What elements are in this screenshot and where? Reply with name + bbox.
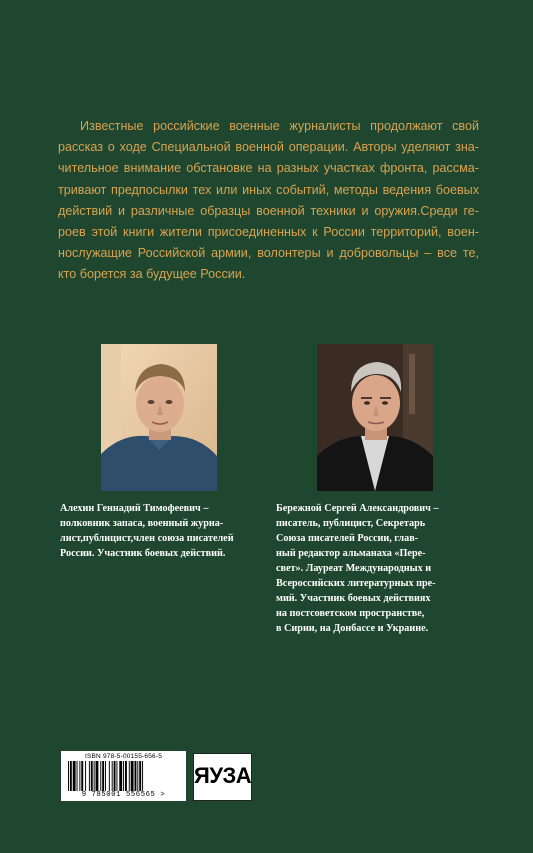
- barcode-bar: [123, 761, 124, 791]
- author-bio-alekhin: [60, 501, 268, 561]
- bio-line: лист,публицист,член союза писателей: [60, 533, 234, 544]
- bio-line: полковник запаса, военный журна-: [60, 518, 224, 529]
- barcode-bar: [129, 761, 130, 791]
- barcode-bar: [135, 761, 137, 791]
- barcode-bar: [114, 761, 116, 791]
- barcode-bar: [139, 761, 141, 791]
- barcode-bars: [66, 761, 181, 791]
- barcode-bar: [119, 761, 122, 791]
- barcode-bar: [85, 761, 86, 791]
- barcode-bar: [109, 761, 110, 791]
- barcode-digits: 9 785001 556565 >: [81, 791, 166, 799]
- barcode-bar: [112, 761, 113, 791]
- description-line: роев этой книги жители присоединенных к России территорий, воен-: [58, 225, 479, 240]
- author-portrait-image: [317, 344, 433, 491]
- description-line: нослужащие Российской армии, волонтеры и добровольцы – все те,: [58, 246, 479, 261]
- author-bio-berezhnoy: [276, 501, 466, 636]
- barcode-bar: [94, 761, 95, 791]
- isbn-barcode: [61, 751, 186, 801]
- barcode-bar: [73, 761, 76, 791]
- book-description: [58, 116, 479, 286]
- bio-line: в Сирии, на Донбассе и Украине.: [276, 623, 429, 634]
- bio-line: Союза писателей России, глав-: [276, 533, 419, 544]
- barcode-bar: [91, 761, 93, 791]
- author-photo-berezhnoy: [317, 344, 433, 491]
- description-line: тривают предпосылки тех или иных событий, методы ведения боевых: [58, 182, 479, 197]
- barcode-bar: [81, 761, 83, 791]
- description-line: действий и различные образцы военной техники и оружия.Среди ге-: [58, 203, 479, 218]
- publisher-logo-text: ЯУЗА: [194, 763, 252, 788]
- barcode-bar: [68, 761, 69, 791]
- barcode-bar: [125, 761, 127, 791]
- barcode-bar: [77, 761, 78, 791]
- author-photo-alekhin: [101, 344, 217, 491]
- bio-line: писатель, публицист, Секретарь: [276, 518, 426, 529]
- bio-line: России. Участник боевых действий.: [60, 548, 226, 559]
- barcode-bar: [131, 761, 134, 791]
- description-line: рассказ о ходе Специальной военной операции. Авторы уделяют зна-: [58, 140, 479, 155]
- barcode-bar: [79, 761, 80, 791]
- bio-line: на постсоветском пространстве,: [276, 608, 425, 619]
- bio-line: свет». Лауреат Международных и: [276, 563, 432, 574]
- barcode-bar: [102, 761, 104, 791]
- barcode-bar: [100, 761, 101, 791]
- bio-line: мий. Участник боевых действиях: [276, 593, 431, 604]
- description-line: чительное внимание обстановке на разных участках фронта, рассма-: [58, 161, 479, 176]
- bio-line: Бережной Сергей Александрович –: [276, 503, 439, 514]
- description-line: кто борется за будущее России.: [58, 267, 246, 282]
- barcode-bar: [137, 761, 138, 791]
- barcode-bar: [116, 761, 117, 791]
- barcode-bar: [70, 761, 72, 791]
- barcode-bar: [96, 761, 99, 791]
- bio-line: Алехин Геннадий Тимофеевич –: [60, 503, 209, 514]
- barcode-bar: [105, 761, 106, 791]
- isbn-label: ISBN 978-5-00155-656-5: [84, 753, 163, 760]
- bio-line: ный редактор альманаха «Пере-: [276, 548, 426, 559]
- publisher-logo: [193, 753, 252, 801]
- description-line: Известные российские военные журналисты продолжают свой: [80, 119, 479, 133]
- bio-line: Всероссийских литературных пре-: [276, 578, 436, 589]
- barcode-bar: [89, 761, 90, 791]
- barcode-bar: [142, 761, 143, 791]
- author-portrait-image: [101, 344, 217, 491]
